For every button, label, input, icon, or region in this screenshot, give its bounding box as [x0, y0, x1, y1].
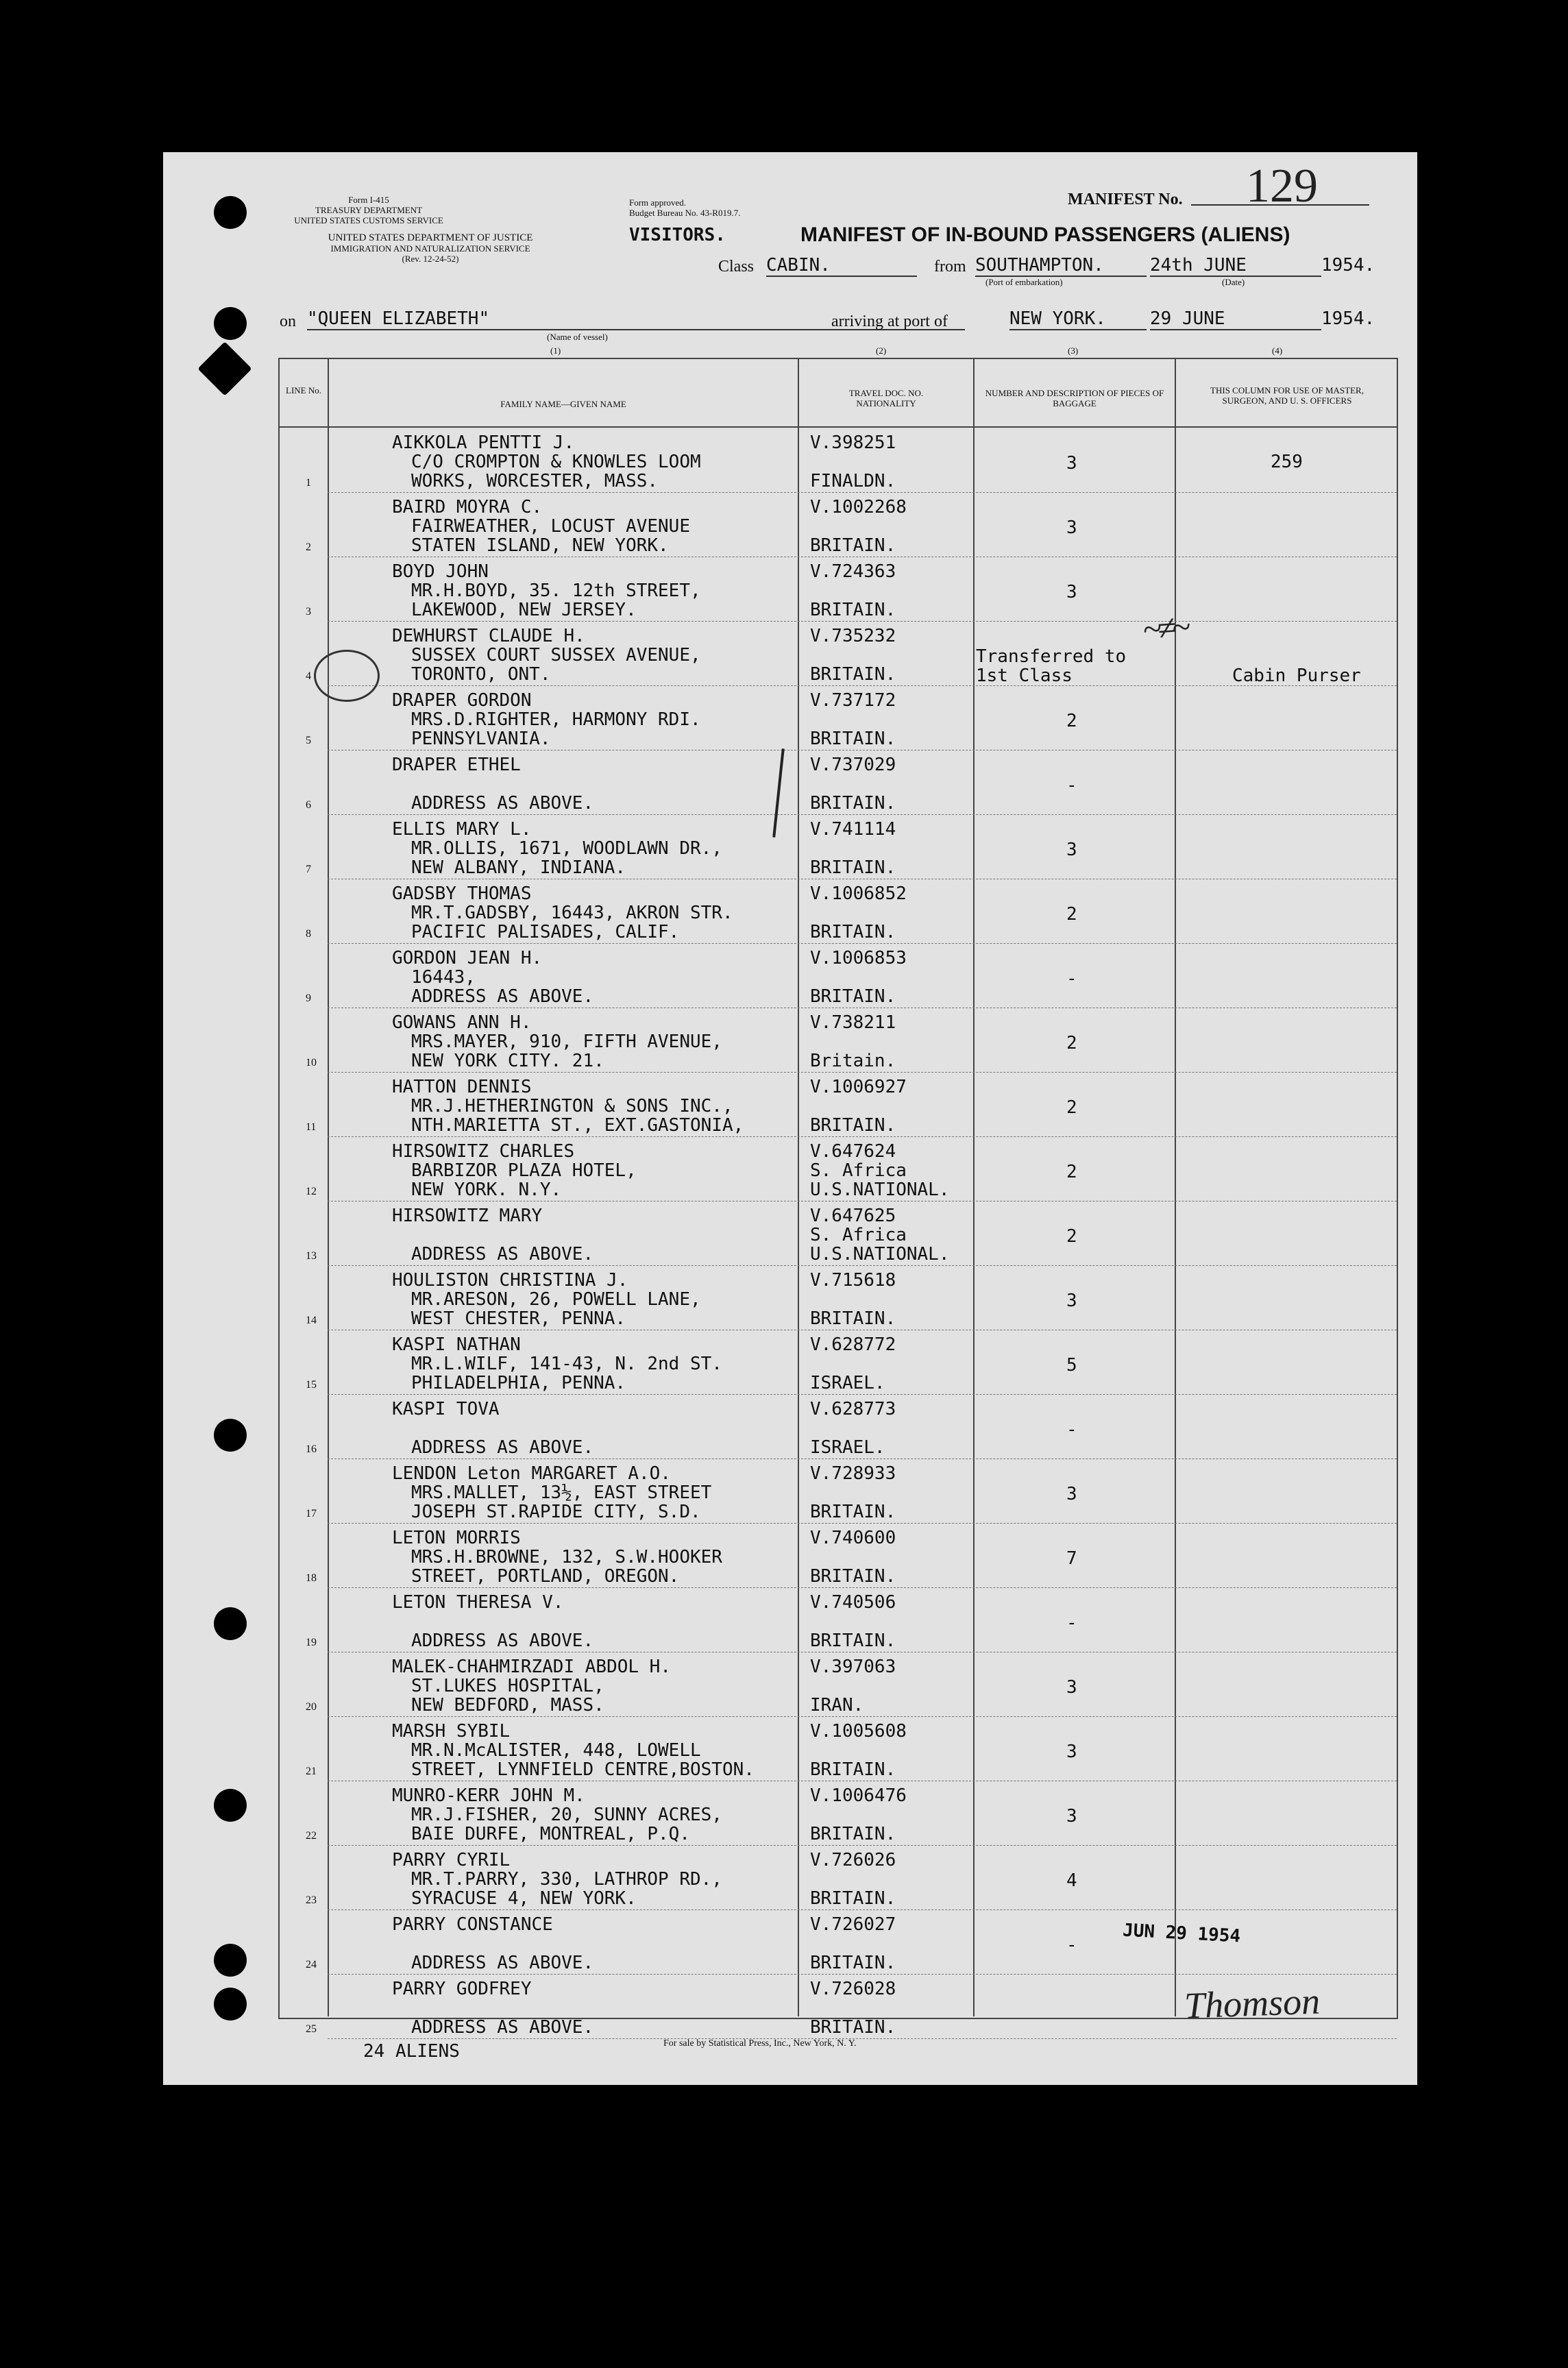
travel-doc-number: V.737029	[810, 755, 896, 775]
passenger-address: ADDRESS AS ABOVE.	[411, 1437, 594, 1458]
row-separator	[328, 814, 1397, 815]
nationality: BRITAIN.	[810, 1759, 896, 1780]
row-separator	[328, 2038, 1397, 2039]
line-number: 2	[306, 541, 311, 553]
baggage-count: 3	[1066, 1291, 1077, 1311]
travel-doc-number: V.398251	[810, 432, 896, 453]
line-number: 15	[306, 1379, 317, 1391]
passenger-address: SYRACUSE 4, NEW YORK.	[411, 1888, 637, 1909]
baggage-count: 2	[1066, 1033, 1077, 1053]
passenger-name: HATTON DENNIS	[392, 1077, 532, 1097]
row-separator	[328, 943, 1397, 944]
baggage-count: -	[1066, 1613, 1077, 1633]
travel-doc-number: V.726027	[810, 1914, 896, 1935]
row-separator	[328, 1909, 1397, 1910]
travel-doc-number: V.1006927	[810, 1077, 907, 1097]
from-label: from	[934, 258, 966, 276]
header-officers: THIS COLUMN FOR USE OF MASTER, SURGEON, AND U. S. OFFICERS	[1210, 385, 1364, 406]
row-separator	[328, 1136, 1397, 1137]
port-embarkation: SOUTHAMPTON.	[975, 255, 1147, 277]
nationality: BRITAIN.	[810, 600, 896, 620]
passenger-name: HIRSOWITZ MARY	[392, 1206, 543, 1226]
passenger-address: MR.ARESON, 26, POWELL LANE,	[411, 1289, 701, 1310]
passenger-address: ADDRESS AS ABOVE.	[411, 986, 594, 1007]
header-travel-doc: TRAVEL DOC. NO. NATIONALITY	[848, 388, 924, 408]
passenger-name: KASPI NATHAN	[392, 1334, 521, 1355]
line-number: 13	[306, 1250, 317, 1262]
budget-bureau: Budget Bureau No. 43-R019.7.	[629, 208, 741, 218]
baggage-count: -	[1066, 968, 1077, 989]
passenger-name: MUNRO-KERR JOHN M.	[392, 1785, 585, 1806]
circle-mark	[314, 650, 380, 702]
doj-line: UNITED STATES DEPARTMENT OF JUSTICE	[328, 232, 533, 243]
approval-block	[629, 197, 740, 218]
passenger-address: MR.L.WILF, 141-43, N. 2nd ST.	[411, 1354, 722, 1374]
baggage-count: 3	[1066, 453, 1077, 474]
visitors-label: VISITORS.	[629, 225, 726, 245]
row-separator	[328, 1458, 1397, 1459]
travel-doc-number: V.1005608	[810, 1721, 907, 1742]
nationality: BRITAIN.	[810, 1502, 896, 1522]
nationality: BRITAIN.	[810, 1115, 896, 1136]
passenger-address: BAIE DURFE, MONTREAL, P.Q.	[411, 1824, 690, 1844]
line-number: 6	[306, 799, 311, 811]
line-number: 1	[306, 477, 311, 489]
nationality: BRITAIN.	[810, 1308, 896, 1329]
class-label: Class	[718, 258, 755, 276]
passenger-address: NEW BEDFORD, MASS.	[411, 1695, 604, 1716]
passenger-name: GADSBY THOMAS	[392, 883, 532, 904]
travel-doc-number: V.740600	[810, 1528, 896, 1548]
officer-initials: Thomson	[1184, 1980, 1321, 2027]
line-number: 19	[306, 1637, 317, 1648]
baggage-count: -	[1066, 775, 1077, 796]
header-divider	[278, 426, 1397, 428]
passenger-address: 16443,	[411, 967, 476, 988]
line-number: 25	[306, 2023, 317, 2035]
line-number: 17	[306, 1508, 317, 1519]
row-separator	[328, 1072, 1397, 1073]
passenger-address: PACIFIC PALISADES, CALIF.	[411, 922, 680, 942]
nationality: FINALDN.	[810, 471, 896, 491]
baggage-count: 2	[1066, 1162, 1077, 1182]
nationality: ISRAEL.	[810, 1437, 885, 1458]
baggage-count: Transferred to 1st Class	[976, 646, 1127, 686]
passenger-address: NEW YORK. N.Y.	[411, 1180, 562, 1200]
baggage-count: 7	[1066, 1548, 1077, 1569]
passenger-name: BAIRD MOYRA C.	[392, 497, 543, 517]
baggage-count: 4	[1066, 1870, 1077, 1891]
embark-date: 24th JUNE	[1150, 255, 1321, 277]
nationality: IRAN.	[810, 1695, 864, 1716]
baggage-count: 2	[1066, 904, 1077, 925]
row-separator	[328, 1845, 1397, 1846]
date-stamp: JUN 29 1954	[1122, 1920, 1241, 1947]
travel-doc-number: V.738211	[810, 1012, 896, 1033]
header-name: FAMILY NAME—GIVEN NAME	[500, 399, 626, 409]
passenger-address: MR.J.FISHER, 20, SUNNY ACRES,	[411, 1805, 722, 1825]
line-number: 5	[306, 735, 311, 746]
passenger-address: MRS.H.BROWNE, 132, S.W.HOOKER	[411, 1547, 722, 1567]
nationality: U.S.NATIONAL.	[810, 1180, 950, 1200]
customs-line: UNITED STATES CUSTOMS SERVICE	[294, 215, 443, 225]
baggage-count: 5	[1066, 1355, 1077, 1376]
passenger-name: HOULISTON CHRISTINA J.	[392, 1270, 628, 1291]
col-divider-name	[798, 358, 799, 2016]
passenger-name: GORDON JEAN H.	[392, 948, 543, 968]
passenger-address: MR.N.McALISTER, 448, LOWELL	[411, 1740, 701, 1761]
printer-note: For sale by Statistical Press, Inc., New York, N. Y.	[663, 2038, 857, 2049]
on-label: on	[280, 313, 296, 330]
arriving-year: 1954.	[1321, 308, 1375, 329]
nationality: S. Africa	[810, 1160, 907, 1181]
passenger-address: MRS.MAYER, 910, FIFTH AVENUE,	[411, 1032, 722, 1052]
passenger-address: MR.H.BOYD, 35. 12th STREET,	[411, 581, 701, 601]
line-number: 9	[306, 992, 311, 1004]
baggage-count: -	[1066, 1935, 1077, 1955]
passenger-name: DRAPER GORDON	[392, 690, 532, 711]
arriving-label: arriving at port of	[831, 313, 948, 330]
binder-hole	[214, 1988, 247, 2021]
nationality: ISRAEL.	[810, 1373, 885, 1393]
travel-doc-number: V.726026	[810, 1850, 896, 1870]
passenger-address: STREET, PORTLAND, OREGON.	[411, 1566, 680, 1587]
passenger-address: MR.J.HETHERINGTON & SONS INC.,	[411, 1096, 733, 1116]
travel-doc-number: V.728933	[810, 1463, 896, 1484]
row-separator	[328, 492, 1397, 493]
travel-doc-number: V.741114	[810, 819, 896, 840]
travel-doc-number: V.1006852	[810, 883, 907, 904]
passenger-name: PARRY CONSTANCE	[392, 1914, 553, 1935]
nationality: BRITAIN.	[810, 2017, 896, 2038]
binder-hole	[214, 307, 247, 340]
line-number: 18	[306, 1572, 317, 1584]
embark-year: 1954.	[1321, 255, 1375, 276]
line-number: 7	[306, 864, 311, 875]
line-number: 20	[306, 1701, 317, 1713]
row-separator	[328, 1394, 1397, 1395]
row-separator	[328, 1265, 1397, 1266]
baggage-count: 3	[1066, 840, 1077, 860]
header-baggage: NUMBER AND DESCRIPTION OF PIECES OF BAGGAGE	[985, 388, 1164, 408]
travel-doc-number: V.740506	[810, 1592, 896, 1613]
col-index-3: (3)	[1068, 345, 1079, 356]
passenger-address: WEST CHESTER, PENNA.	[411, 1308, 626, 1329]
travel-doc-number: V.724363	[810, 561, 896, 582]
travel-doc-number: V.726028	[810, 1979, 896, 1999]
header-line-no: LINE No.	[286, 385, 321, 395]
nationality: BRITAIN.	[810, 664, 896, 685]
passenger-address: SUSSEX COURT SUSSEX AVENUE,	[411, 645, 701, 666]
line-number: 8	[306, 928, 311, 940]
form-approved: Form approved.	[629, 197, 687, 208]
baggage-count: 3	[1066, 517, 1077, 538]
line-number: 16	[306, 1443, 317, 1455]
col-index-1: (1)	[550, 345, 561, 356]
nationality: BRITAIN.	[810, 1888, 896, 1909]
passenger-name: DEWHURST CLAUDE H.	[392, 626, 585, 646]
passenger-name: MARSH SYBIL	[392, 1721, 511, 1742]
treasury-line: TREASURY DEPARTMENT	[315, 205, 423, 215]
col-divider-doc	[973, 358, 975, 2016]
passenger-name: KASPI TOVA	[392, 1399, 500, 1419]
passenger-address: ADDRESS AS ABOVE.	[411, 1244, 594, 1265]
travel-doc-number: V.735232	[810, 626, 896, 646]
manifest-no-label: MANIFEST No.	[1068, 191, 1183, 208]
passenger-address: FAIRWEATHER, LOCUST AVENUE	[411, 516, 690, 537]
baggage-count: 2	[1066, 711, 1077, 731]
travel-doc-number: V.628773	[810, 1399, 896, 1419]
passenger-address: MR.T.PARRY, 330, LATHROP RD.,	[411, 1869, 722, 1890]
ins-line: IMMIGRATION AND NATURALIZATION SERVICE	[330, 243, 530, 254]
passenger-name: DRAPER ETHEL	[392, 755, 521, 775]
passenger-address: ADDRESS AS ABOVE.	[411, 1631, 594, 1651]
passenger-address: NEW YORK CITY. 21.	[411, 1051, 604, 1071]
line-number: 10	[306, 1057, 317, 1069]
date-note: (Date)	[1222, 277, 1245, 287]
passenger-name: PARRY GODFREY	[392, 1979, 532, 1999]
baggage-count: 3	[1066, 1806, 1077, 1827]
officer-note: Cabin Purser	[1232, 666, 1361, 686]
passenger-address: JOSEPH ST.RAPIDE CITY, S.D.	[411, 1502, 701, 1522]
line-number: 21	[306, 1766, 317, 1777]
line-number: 11	[306, 1121, 317, 1133]
binder-hole	[214, 1419, 247, 1452]
aliens-count: 24 ALIENS	[363, 2041, 460, 2062]
passenger-address: MR.T.GADSBY, 16443, AKRON STR.	[411, 903, 733, 923]
manifest-page	[163, 152, 1417, 2085]
nationality: BRITAIN.	[810, 1824, 896, 1844]
passenger-address: C/O CROMPTON & KNOWLES LOOM	[411, 452, 701, 472]
travel-doc-number: V.715618	[810, 1270, 896, 1291]
passenger-address: MRS.MALLET, 13½, EAST STREET	[411, 1482, 712, 1503]
arriving-date: 29 JUNE	[1150, 308, 1321, 330]
passenger-name: PARRY CYRIL	[392, 1850, 511, 1870]
form-id-block	[286, 195, 451, 225]
passenger-address: TORONTO, ONT.	[411, 664, 551, 685]
line-number: 24	[306, 1959, 317, 1970]
col-index-4: (4)	[1272, 345, 1283, 356]
binder-hole	[214, 1944, 247, 1977]
line-number: 4	[306, 670, 311, 682]
travel-doc-number: V.647625	[810, 1206, 896, 1226]
row-separator	[328, 621, 1397, 622]
passenger-name: HIRSOWITZ CHARLES	[392, 1141, 575, 1162]
binder-hole	[214, 196, 247, 229]
binder-hole	[214, 1607, 247, 1640]
passenger-name: ELLIS MARY L.	[392, 819, 532, 840]
travel-doc-number: V.1006476	[810, 1785, 907, 1806]
passenger-address: LAKEWOOD, NEW JERSEY.	[411, 600, 637, 620]
passenger-address: PHILADELPHIA, PENNA.	[411, 1373, 626, 1393]
form-number: Form I-415	[348, 195, 389, 205]
nationality: Britain.	[810, 1051, 896, 1071]
passenger-address: STATEN ISLAND, NEW YORK.	[411, 535, 669, 556]
nationality: BRITAIN.	[810, 1566, 896, 1587]
nationality: BRITAIN.	[810, 1953, 896, 1973]
line-number: 3	[306, 606, 311, 618]
travel-doc-number: V.1006853	[810, 948, 907, 968]
baggage-count: -	[1066, 1419, 1077, 1440]
nationality: U.S.NATIONAL.	[810, 1244, 950, 1265]
passenger-address: BARBIZOR PLAZA HOTEL,	[411, 1160, 637, 1181]
line-number: 14	[306, 1315, 317, 1326]
travel-doc-number: V.1002268	[810, 497, 907, 517]
vessel-note: (Name of vessel)	[547, 332, 608, 342]
travel-doc-number: V.628772	[810, 1334, 896, 1355]
passenger-address: STREET, LYNNFIELD CENTRE,BOSTON.	[411, 1759, 755, 1780]
travel-doc-number: V.397063	[810, 1657, 896, 1677]
travel-doc-number: V.737172	[810, 690, 896, 711]
binder-hole	[214, 1789, 247, 1822]
passenger-address: ADDRESS AS ABOVE.	[411, 793, 594, 814]
passenger-address: NTH.MARIETTA ST., EXT.GASTONIA,	[411, 1115, 744, 1136]
line-number: 23	[306, 1894, 317, 1906]
passenger-name: LETON MORRIS	[392, 1528, 521, 1548]
passenger-address: MRS.D.RIGHTER, HARMONY RDI.	[411, 709, 701, 730]
passenger-address: PENNSYLVANIA.	[411, 729, 551, 749]
passenger-address: ADDRESS AS ABOVE.	[411, 1953, 594, 1973]
col-index-2: (2)	[876, 345, 887, 356]
passenger-name: AIKKOLA PENTTI J.	[392, 432, 575, 453]
row-separator	[328, 1523, 1397, 1524]
purser-signature: ~≠~	[1142, 607, 1188, 649]
passenger-name: GOWANS ANN H.	[392, 1012, 532, 1033]
passenger-name: LETON THERESA V.	[392, 1592, 564, 1613]
row-separator	[328, 1716, 1397, 1717]
passenger-address: ADDRESS AS ABOVE.	[411, 2017, 594, 2038]
baggage-count: 2	[1066, 1226, 1077, 1247]
manifest-title: MANIFEST OF IN-BOUND PASSENGERS (ALIENS)	[800, 223, 1290, 246]
passenger-name: LENDON Leton MARGARET A.O.	[392, 1463, 671, 1484]
passenger-name: BOYD JOHN	[392, 561, 489, 582]
agency-block	[286, 233, 574, 264]
nationality: BRITAIN.	[810, 729, 896, 749]
nationality: BRITAIN.	[810, 1631, 896, 1651]
nationality: S. Africa	[810, 1225, 907, 1245]
nationality: BRITAIN.	[810, 986, 896, 1007]
class-value: CABIN.	[766, 255, 917, 277]
nationality: BRITAIN.	[810, 922, 896, 942]
travel-doc-number: V.647624	[810, 1141, 896, 1162]
nationality: BRITAIN.	[810, 793, 896, 814]
port-note: (Port of embarkation)	[985, 277, 1063, 287]
passenger-address: ST.LUKES HOSPITAL,	[411, 1676, 604, 1696]
baggage-count: 3	[1066, 1484, 1077, 1504]
baggage-count: 2	[1066, 1097, 1077, 1118]
passenger-address: WORKS, WORCESTER, MASS.	[411, 471, 659, 491]
officer-note: 259	[1271, 452, 1303, 472]
arriving-port: NEW YORK.	[1009, 308, 1147, 330]
passenger-address: MR.OLLIS, 1671, WOODLAWN DR.,	[411, 838, 722, 859]
nationality: BRITAIN.	[810, 535, 896, 556]
passenger-address: NEW ALBANY, INDIANA.	[411, 857, 626, 878]
manifest-number: 129	[1246, 160, 1318, 212]
line-number: 22	[306, 1830, 317, 1842]
baggage-count: 3	[1066, 1742, 1077, 1762]
row-separator	[328, 1587, 1397, 1588]
row-separator	[328, 1974, 1397, 1975]
passenger-name: MALEK-CHAHMIRZADI ABDOL H.	[392, 1657, 671, 1677]
revision-line: (Rev. 12-24-52)	[402, 254, 459, 264]
baggage-count: 3	[1066, 582, 1077, 602]
baggage-count: 3	[1066, 1677, 1077, 1698]
line-number: 12	[306, 1186, 317, 1197]
col-divider-line	[328, 358, 329, 2016]
nationality: BRITAIN.	[810, 857, 896, 878]
vessel-name: "QUEEN ELIZABETH"	[307, 308, 965, 330]
